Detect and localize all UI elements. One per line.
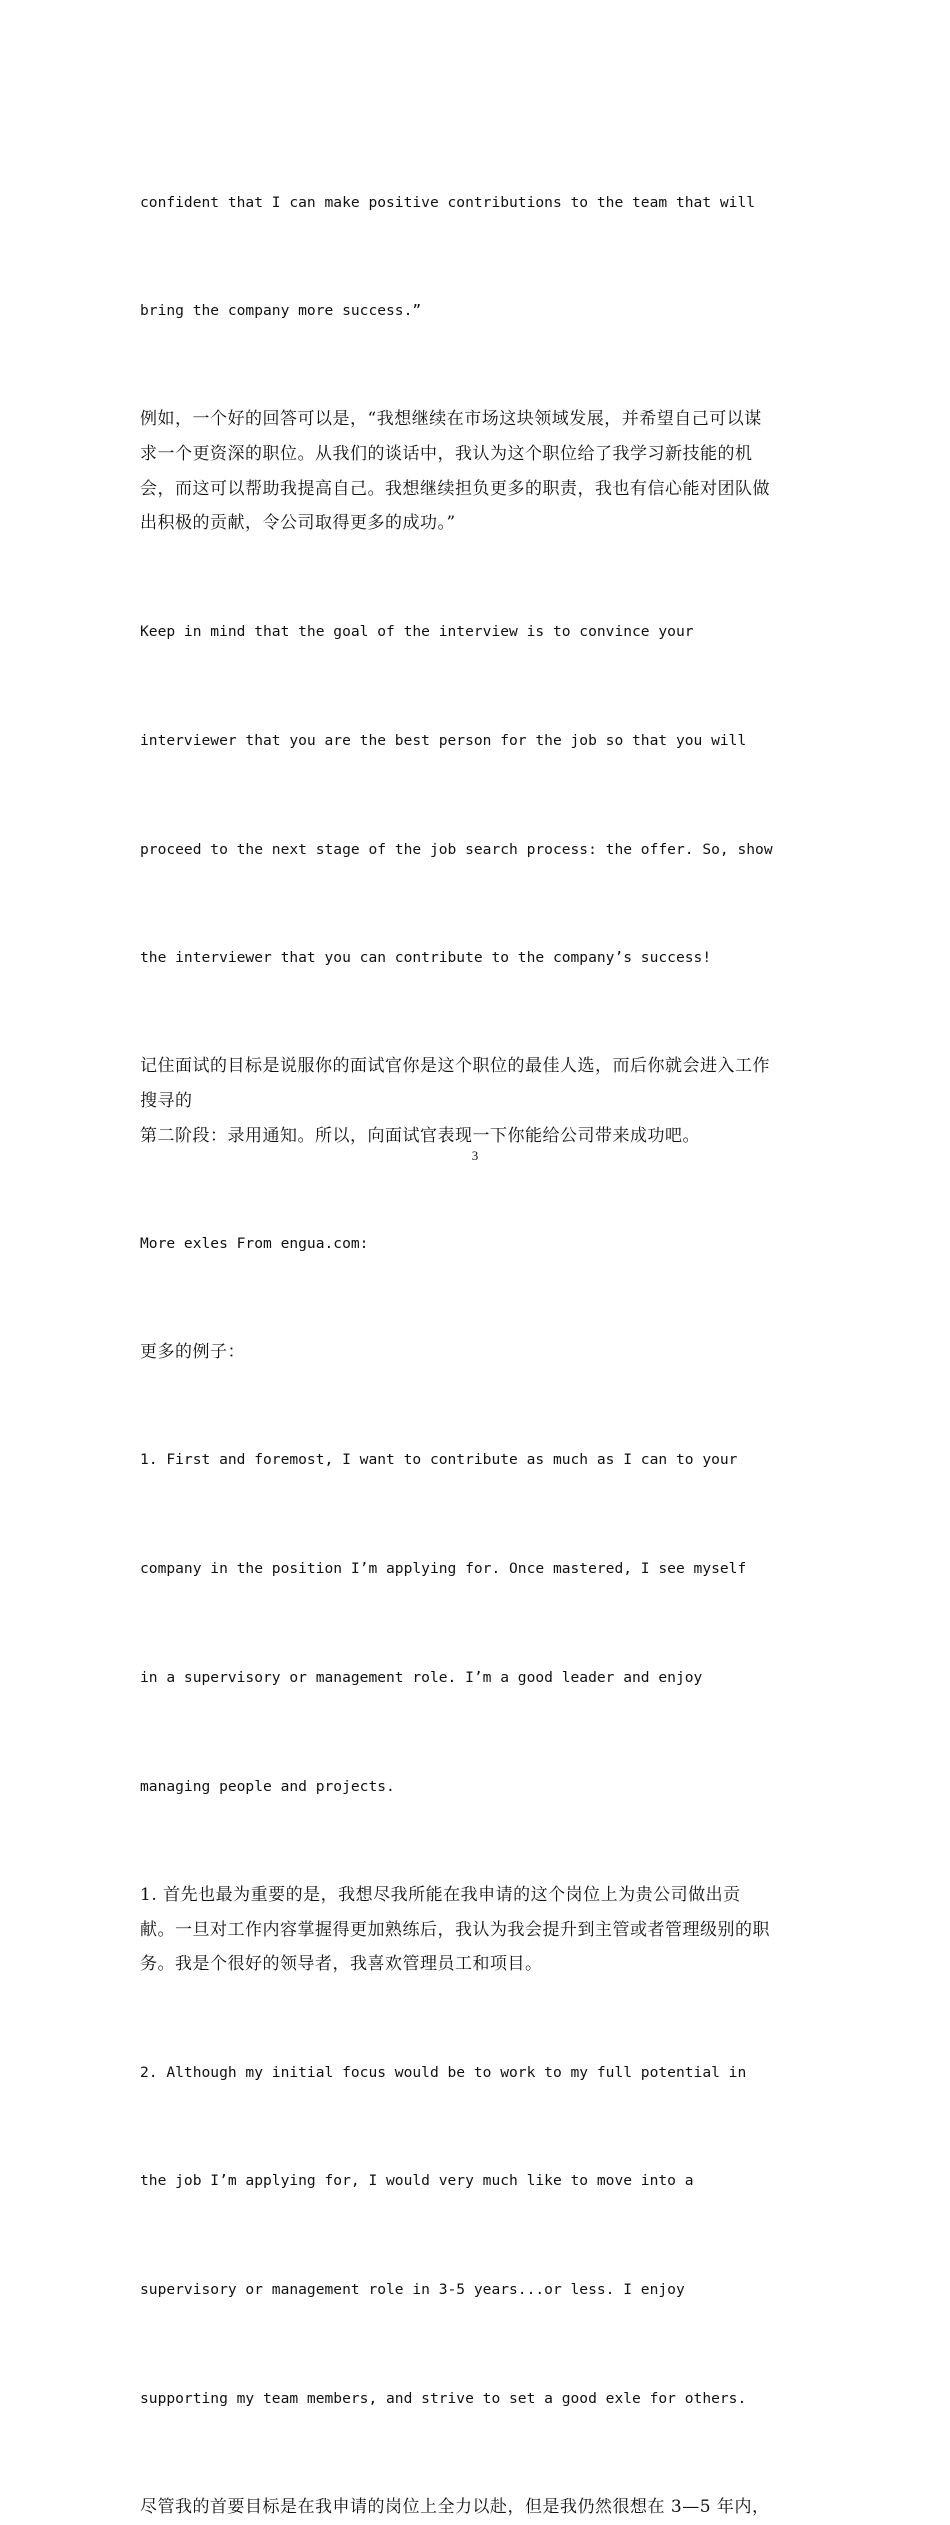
text-line: 会，而这可以帮助我提高自己。我想继续担负更多的职责，我也有信心能对团队做 bbox=[140, 478, 770, 499]
paragraph-zh-example-1 bbox=[140, 1878, 820, 1982]
text-line: confident that I can make positive contributions to the team that will bbox=[140, 193, 756, 211]
paragraph-zh-keep-in-mind bbox=[140, 1049, 820, 1118]
paragraph-en-more-examples bbox=[140, 1153, 820, 1334]
text-line: bring the company more success.” bbox=[140, 302, 422, 320]
text-line: Keep in mind that the goal of the interview is to convince your bbox=[140, 622, 694, 640]
paragraph-zh-example-2 bbox=[140, 2490, 820, 2525]
paragraph-zh-more-examples bbox=[140, 1335, 820, 1370]
document-body bbox=[140, 112, 820, 2525]
text-line: company in the position I’m applying for. Once mastered, I see myself bbox=[140, 1560, 747, 1578]
text-line: supporting my team members, and strive to set a good exle for others. bbox=[140, 2390, 747, 2408]
text-line: 1. First and foremost, I want to contribute as much as I can to your bbox=[140, 1451, 738, 1469]
text-line: 2. Although my initial focus would be to work to my full potential in bbox=[140, 2063, 747, 2081]
text-line: proceed to the next stage of the job search process: the offer. So, show bbox=[140, 840, 773, 858]
text-line: 尽管我的首要目标是在我申请的岗位上全力以赴，但是我仍然很想在 3—5 年内， bbox=[140, 2497, 770, 2518]
text-line: the interviewer that you can contribute to the company’s success! bbox=[140, 949, 712, 967]
text-line: 求一个更资深的职位。从我们的谈话中，我认为这个职位给了我学习新技能的机 bbox=[140, 444, 753, 465]
text-line: 献。一旦对工作内容掌握得更加熟练后，我认为我会提升到主管或者管理级别的职 bbox=[140, 1919, 770, 1940]
text-line: 记住面试的目标是说服你的面试官你是这个职位的最佳人选，而后你就会进入工作 bbox=[140, 1056, 770, 1077]
paragraph-zh-example-answer bbox=[140, 402, 820, 541]
paragraph-en-example-1 bbox=[140, 1370, 820, 1878]
text-line: 搜寻的 bbox=[140, 1091, 193, 1112]
paragraph-en-example-2 bbox=[140, 1982, 820, 2490]
paragraph-en-keep-in-mind bbox=[140, 541, 820, 1049]
text-line: More exles From engua.com: bbox=[140, 1235, 369, 1253]
text-line: 出积极的贡献，令公司取得更多的成功。” bbox=[140, 513, 456, 534]
text-line: managing people and projects. bbox=[140, 1777, 395, 1795]
page-number: 3 bbox=[471, 1148, 479, 1163]
text-line: 第二阶段：录用通知。所以，向面试官表现一下你能给公司带来成功吧。 bbox=[140, 1125, 700, 1146]
text-line: supervisory or management role in 3-5 years...or less. I enjoy bbox=[140, 2281, 685, 2299]
text-line: the job I’m applying for, I would very much like to move into a bbox=[140, 2172, 694, 2190]
text-line: 1. 首先也最为重要的是，我想尽我所能在我申请的这个岗位上为贵公司做出贡 bbox=[140, 1884, 741, 1905]
text-line: in a supervisory or management role. I’m a good leader and enjoy bbox=[140, 1669, 703, 1687]
paragraph-en-continuation bbox=[140, 112, 820, 402]
text-line: 例如，一个好的回答可以是，“我想继续在市场这块领域发展，并希望自己可以谋 bbox=[140, 409, 762, 430]
text-line: interviewer that you are the best person for the job so that you will bbox=[140, 731, 747, 749]
text-line: 务。我是个很好的领导者，我喜欢管理员工和项目。 bbox=[140, 1954, 543, 1975]
text-line: 更多的例子： bbox=[140, 1341, 245, 1362]
